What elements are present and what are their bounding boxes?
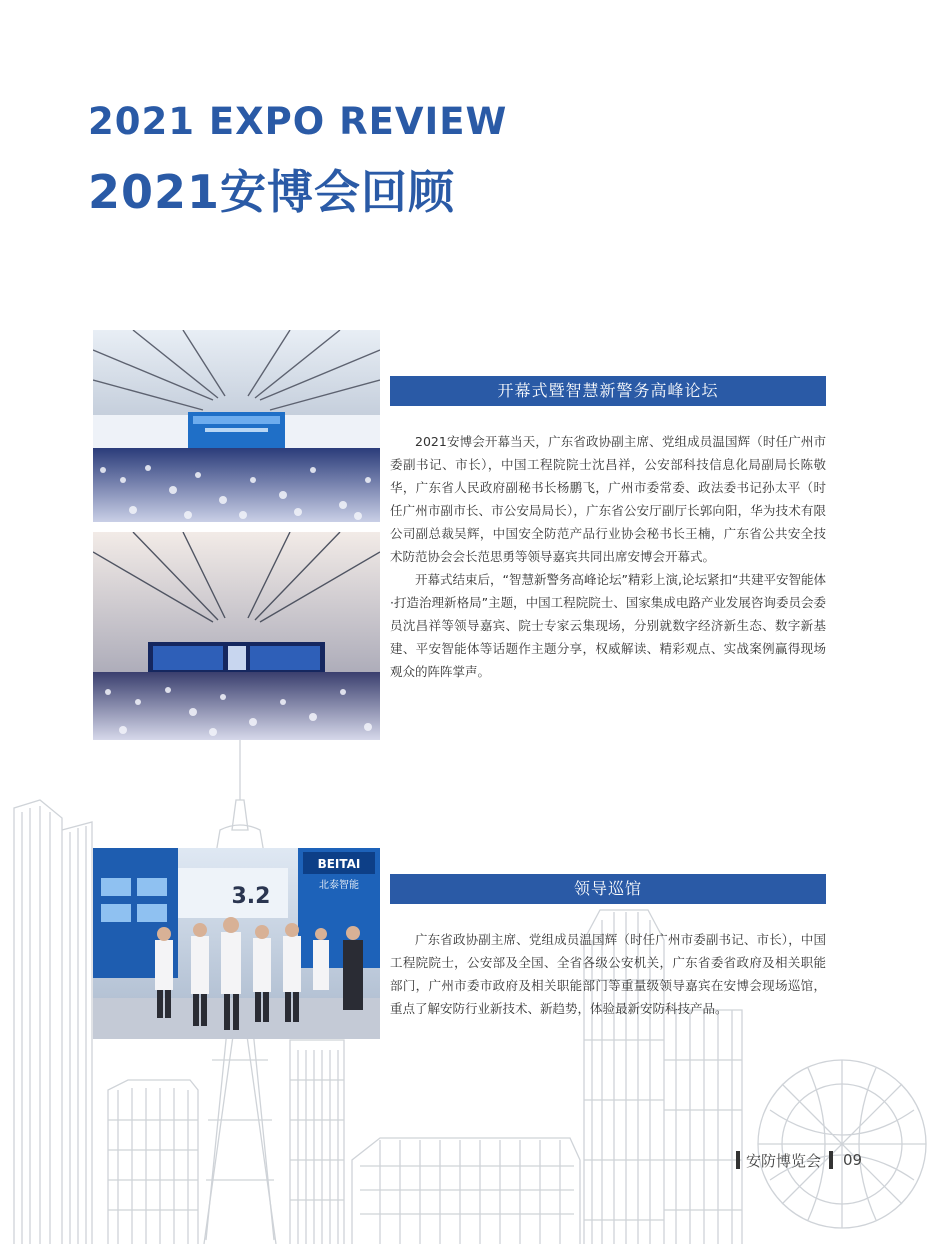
section-body-opening-forum bbox=[390, 430, 826, 683]
footer-publication-name: 安防博览会 bbox=[746, 1151, 822, 1170]
leaders-tour-photo bbox=[93, 848, 380, 1039]
section-body-leader-tour bbox=[390, 928, 826, 1020]
footer-divider bbox=[736, 1151, 740, 1169]
booth-brand-text: BEITAI bbox=[317, 857, 361, 871]
section-heading-opening-forum: 开幕式暨智慧新警务高峰论坛 bbox=[390, 376, 826, 406]
paragraph: 广东省政协副主席、党组成员温国辉（时任广州市委副书记、市长），中国工程院院士，公安部及全国、全省各级公安机关，广东省委省政府及相关职能部门，广州市委市政府及相关职能部门等重量级领导嘉宾在安博会现场巡馆，重点了解安防行业新技术、新趋势，体验最新安防科技产品。 bbox=[390, 932, 826, 1016]
page-footer bbox=[736, 1148, 862, 1172]
forum-stage-photo bbox=[93, 532, 380, 740]
paragraph: 开幕式结束后，“智慧新警务高峰论坛”精彩上演,论坛紧扣“共建平安智能体·打造治理新格局”主题，中国工程院院士、国家集成电路产业发展咨询委员会委员沈昌祥等领导嘉宾、院士专家云集现场，分别就数字经济新生态、数字新基建、平安智能体等话题作主题分享，权威解读、精彩观点、实战案例赢得现场观众的阵阵掌声。 bbox=[390, 572, 826, 679]
hall-number-text: 3.2 bbox=[231, 884, 271, 909]
opening-ceremony-photo bbox=[93, 330, 380, 522]
page-number: 09 bbox=[843, 1151, 863, 1169]
section-heading-leader-tour: 领导巡馆 bbox=[390, 874, 826, 904]
booth-brand-cn-text: 北泰智能 bbox=[319, 880, 359, 891]
paragraph: 2021安博会开幕当天，广东省政协副主席、党组成员温国辉（时任广州市委副书记、市长），中国工程院院士沈昌祥，公安部科技信息化局副局长陈敬华，广东省人民政府副秘书长杨鹏飞，广州市委常委、政法委书记孙太平（时任广州市副市长、市公安局局长），广东省公安厅副厅长郭向阳，华为技术有限公司副总裁吴辉，中国安全防范产品行业协会秘书长王楠，广东省公共安全技术防范协会会长范思勇等领导嘉宾共同出席安博会开幕式。 bbox=[390, 434, 826, 564]
page-title-chinese: 2021安博会回顾 bbox=[88, 165, 456, 219]
footer-divider bbox=[829, 1151, 833, 1169]
page-title-english: 2021 EXPO REVIEW bbox=[88, 100, 508, 143]
